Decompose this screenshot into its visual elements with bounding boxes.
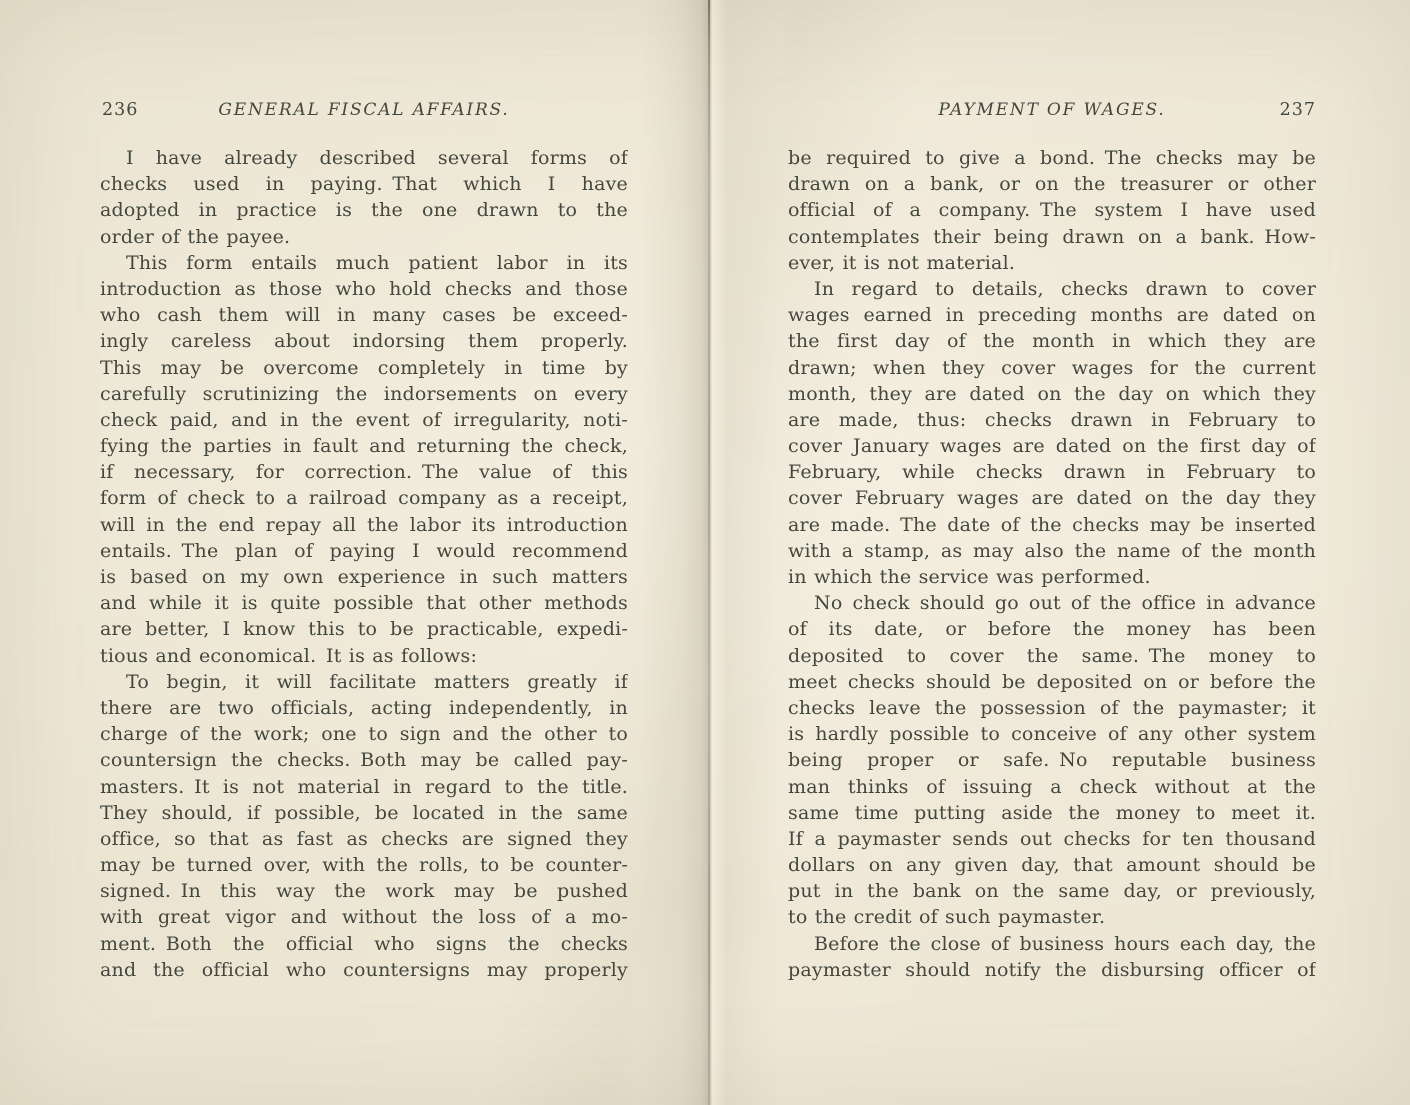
text-line: month, they are dated on the day on which they: [788, 382, 1316, 405]
paragraph: [100, 250, 628, 669]
text-line: cover January wages are dated on the first day of: [788, 435, 1316, 458]
text-line: to the credit of such paymaster.: [788, 906, 1106, 929]
text-line: of its date, or before the money has been: [788, 618, 1316, 641]
text-line: This form entails much patient labor in its: [126, 251, 628, 274]
text-line: with great vigor and without the loss of a mo-: [100, 906, 628, 929]
text-line: charge of the work; one to sign and the other to: [100, 723, 628, 746]
page-right-body: [788, 145, 1316, 983]
page-number-left: 236: [102, 100, 139, 120]
text-line: This may be overcome completely in time by: [100, 356, 628, 379]
binding-crease: [708, 0, 710, 1105]
text-line: February, while checks drawn in February to: [788, 461, 1316, 484]
text-line: If a paymaster sends out checks for ten thousand: [788, 827, 1316, 850]
text-line: form of check to a railroad company as a receipt,: [100, 487, 628, 510]
text-line: cover February wages are dated on the day they: [788, 487, 1316, 510]
paragraph: [788, 276, 1316, 590]
text-line: the first day of the month in which they are: [788, 330, 1316, 353]
text-line: To begin, it will facilitate matters greatly if: [126, 670, 628, 693]
text-line: tious and economical. It is as follows:: [100, 644, 478, 667]
text-line: office, so that as fast as checks are signed they: [100, 827, 628, 850]
text-line: ingly careless about indorsing them properly.: [100, 330, 628, 353]
paragraph: [100, 145, 628, 250]
text-line: man thinks of issuing a check without at the: [788, 775, 1316, 798]
text-line: wages earned in preceding months are dated on: [788, 304, 1316, 327]
text-line: contemplates their being drawn on a bank. How-: [788, 225, 1316, 248]
page-left-header: [100, 100, 628, 122]
text-line: ever, it is not material.: [788, 251, 1016, 274]
text-line: order of the payee.: [100, 225, 291, 248]
text-line: if necessary, for correction. The value of this: [100, 461, 628, 484]
page-right: [788, 100, 1316, 983]
text-line: adopted in practice is the one drawn to the: [100, 199, 628, 222]
running-head-left: GENERAL FISCAL AFFAIRS.: [218, 100, 510, 120]
text-line: deposited to cover the same. The money to: [788, 644, 1316, 667]
text-line: paymaster should notify the disbursing officer of: [788, 958, 1316, 981]
text-line: and the official who countersigns may properly: [100, 958, 628, 981]
text-line: meet checks should be deposited on or before the: [788, 670, 1316, 693]
gutter-shadow: [640, 0, 780, 1105]
text-line: will in the end repay all the labor its introduction: [100, 513, 628, 536]
text-line: In regard to details, checks drawn to cover: [814, 277, 1316, 300]
page-right-header: [788, 100, 1316, 122]
text-line: is based on my own experience in such matters: [100, 566, 628, 588]
paragraph: [788, 931, 1316, 983]
text-line: in which the service was performed.: [788, 566, 1151, 588]
text-line: being proper or safe. No reputable business: [788, 749, 1316, 772]
text-line: put in the bank on the same day, or previously,: [788, 880, 1316, 903]
text-line: I have already described several forms of: [126, 147, 628, 169]
paragraph: [788, 590, 1316, 930]
text-line: ment. Both the official who signs the checks: [100, 932, 628, 955]
text-line: countersign the checks. Both may be called pay-: [100, 749, 628, 772]
text-line: dollars on any given day, that amount should be: [788, 854, 1316, 877]
text-line: be required to give a bond. The checks may be: [788, 147, 1316, 169]
running-head-right: PAYMENT OF WAGES.: [938, 100, 1166, 120]
text-line: carefully scrutinizing the indorsements on every: [100, 382, 628, 405]
text-line: same time putting aside the money to meet it.: [788, 801, 1316, 824]
page-left: [100, 100, 628, 983]
text-line: introduction as those who hold checks and those: [100, 277, 628, 300]
paragraph: [788, 145, 1316, 276]
text-line: drawn; when they cover wages for the current: [788, 356, 1316, 379]
text-line: is hardly possible to conceive of any other system: [788, 723, 1316, 746]
paragraph: [100, 669, 628, 983]
text-line: official of a company. The system I have used: [788, 199, 1316, 222]
text-line: Before the close of business hours each day, the: [814, 932, 1316, 955]
text-line: are made, thus: checks drawn in February to: [788, 408, 1316, 431]
text-line: who cash them will in many cases be exceed-: [100, 304, 628, 327]
text-line: and while it is quite possible that other methods: [100, 592, 628, 615]
text-line: are made. The date of the checks may be inserted: [788, 513, 1316, 536]
text-line: checks leave the possession of the paymaster; it: [788, 696, 1316, 719]
text-line: No check should go out of the office in advance: [814, 592, 1316, 615]
text-line: may be turned over, with the rolls, to be counter-: [100, 854, 628, 877]
text-line: entails. The plan of paying I would recommend: [100, 539, 628, 562]
text-line: there are two officials, acting independently, in: [100, 696, 628, 719]
text-line: signed. In this way the work may be pushed: [100, 880, 628, 903]
page-left-body: [100, 145, 628, 983]
page-number-right: 237: [1279, 100, 1316, 120]
text-line: They should, if possible, be located in the same: [100, 801, 628, 824]
text-line: drawn on a bank, or on the treasurer or other: [788, 173, 1316, 196]
text-line: masters. It is not material in regard to the title.: [100, 775, 628, 798]
text-line: checks used in paying. That which I have: [100, 173, 628, 196]
text-line: with a stamp, as may also the name of the month: [788, 539, 1316, 562]
text-line: fying the parties in fault and returning the check,: [100, 435, 628, 458]
text-line: check paid, and in the event of irregularity, noti-: [100, 408, 628, 431]
text-line: are better, I know this to be practicable, expedi-: [100, 618, 628, 641]
